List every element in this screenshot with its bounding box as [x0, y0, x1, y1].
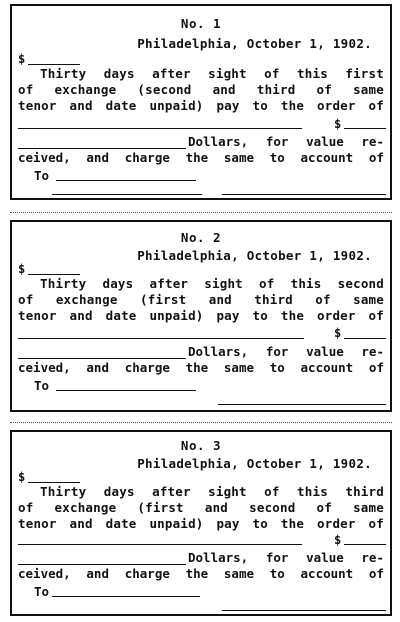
bill-text — [18, 276, 384, 324]
place-and-date: Philadelphia, October 1, 1902. — [137, 36, 372, 51]
dollars-clause-line: ceived, and charge the same to account of — [18, 360, 384, 375]
bill-text-line: tenor and date unpaid) pay to the order of — [18, 98, 384, 113]
amount-field[interactable] — [344, 534, 386, 545]
dollars-clause-line: Dollars, for value re- — [188, 550, 384, 565]
dollars-clause-line: ceived, and charge the same to account of — [18, 566, 384, 581]
bill-of-exchange-first — [10, 4, 392, 200]
currency-sign: $ — [18, 262, 26, 276]
drawee-field[interactable] — [56, 170, 196, 181]
sum-field[interactable] — [28, 470, 80, 483]
bill-text-line: of exchange (first and second of same — [18, 500, 384, 515]
bill-text — [18, 484, 384, 532]
amount-currency-sign: $ — [334, 117, 342, 131]
bill-text-line: Thirty days after sight of this first — [40, 66, 384, 81]
bill-text-line: tenor and date unpaid) pay to the order of — [18, 516, 384, 531]
currency-sign: $ — [18, 470, 26, 484]
drawee-label: To — [34, 378, 50, 393]
bill-text-line: Thirty days after sight of this third — [40, 484, 384, 499]
payee-field[interactable] — [18, 328, 304, 339]
dollars-clause-line: ceived, and charge the same to account of — [18, 150, 384, 165]
dollars-clause-line: Dollars, for value re- — [188, 134, 384, 149]
payee-field[interactable] — [18, 118, 302, 129]
bill-number: No. 3 — [180, 438, 222, 453]
dollars-clause — [18, 134, 384, 166]
bill-text — [18, 66, 384, 114]
bill-of-exchange-second — [10, 220, 392, 412]
sum-field[interactable] — [28, 52, 80, 65]
place-and-date: Philadelphia, October 1, 1902. — [137, 248, 372, 263]
perforation-line — [10, 212, 392, 213]
signature-field[interactable] — [218, 402, 386, 405]
bill-text-line: of exchange (first and third of same — [18, 292, 384, 307]
payee-field[interactable] — [18, 534, 302, 545]
bill-of-exchange-third — [10, 430, 392, 616]
dollars-clause — [18, 550, 384, 582]
bill-text-line: tenor and date unpaid) pay to the order of — [18, 308, 384, 323]
bill-number: No. 1 — [180, 16, 222, 31]
drawee-label: To — [34, 168, 50, 183]
bill-text-line: of exchange (second and third of same — [18, 82, 384, 97]
amount-field[interactable] — [344, 118, 386, 129]
drawee-field[interactable] — [56, 380, 196, 391]
amount-currency-sign: $ — [334, 533, 342, 547]
drawee-label: To — [34, 584, 50, 599]
signature-field[interactable] — [222, 192, 386, 195]
amount-field[interactable] — [344, 328, 386, 339]
bill-number: No. 2 — [180, 230, 222, 245]
signature-field[interactable] — [222, 608, 386, 611]
amount-currency-sign: $ — [334, 326, 342, 340]
dollars-clause-line: Dollars, for value re- — [188, 344, 384, 359]
currency-sign: $ — [18, 52, 26, 66]
place-and-date: Philadelphia, October 1, 1902. — [137, 456, 372, 471]
drawee-address-field[interactable] — [52, 192, 202, 195]
perforation-line — [10, 422, 392, 423]
drawee-field[interactable] — [52, 586, 200, 597]
bill-text-line: Thirty days after sight of this second — [40, 276, 384, 291]
sum-field[interactable] — [28, 262, 80, 275]
dollars-clause — [18, 344, 384, 376]
